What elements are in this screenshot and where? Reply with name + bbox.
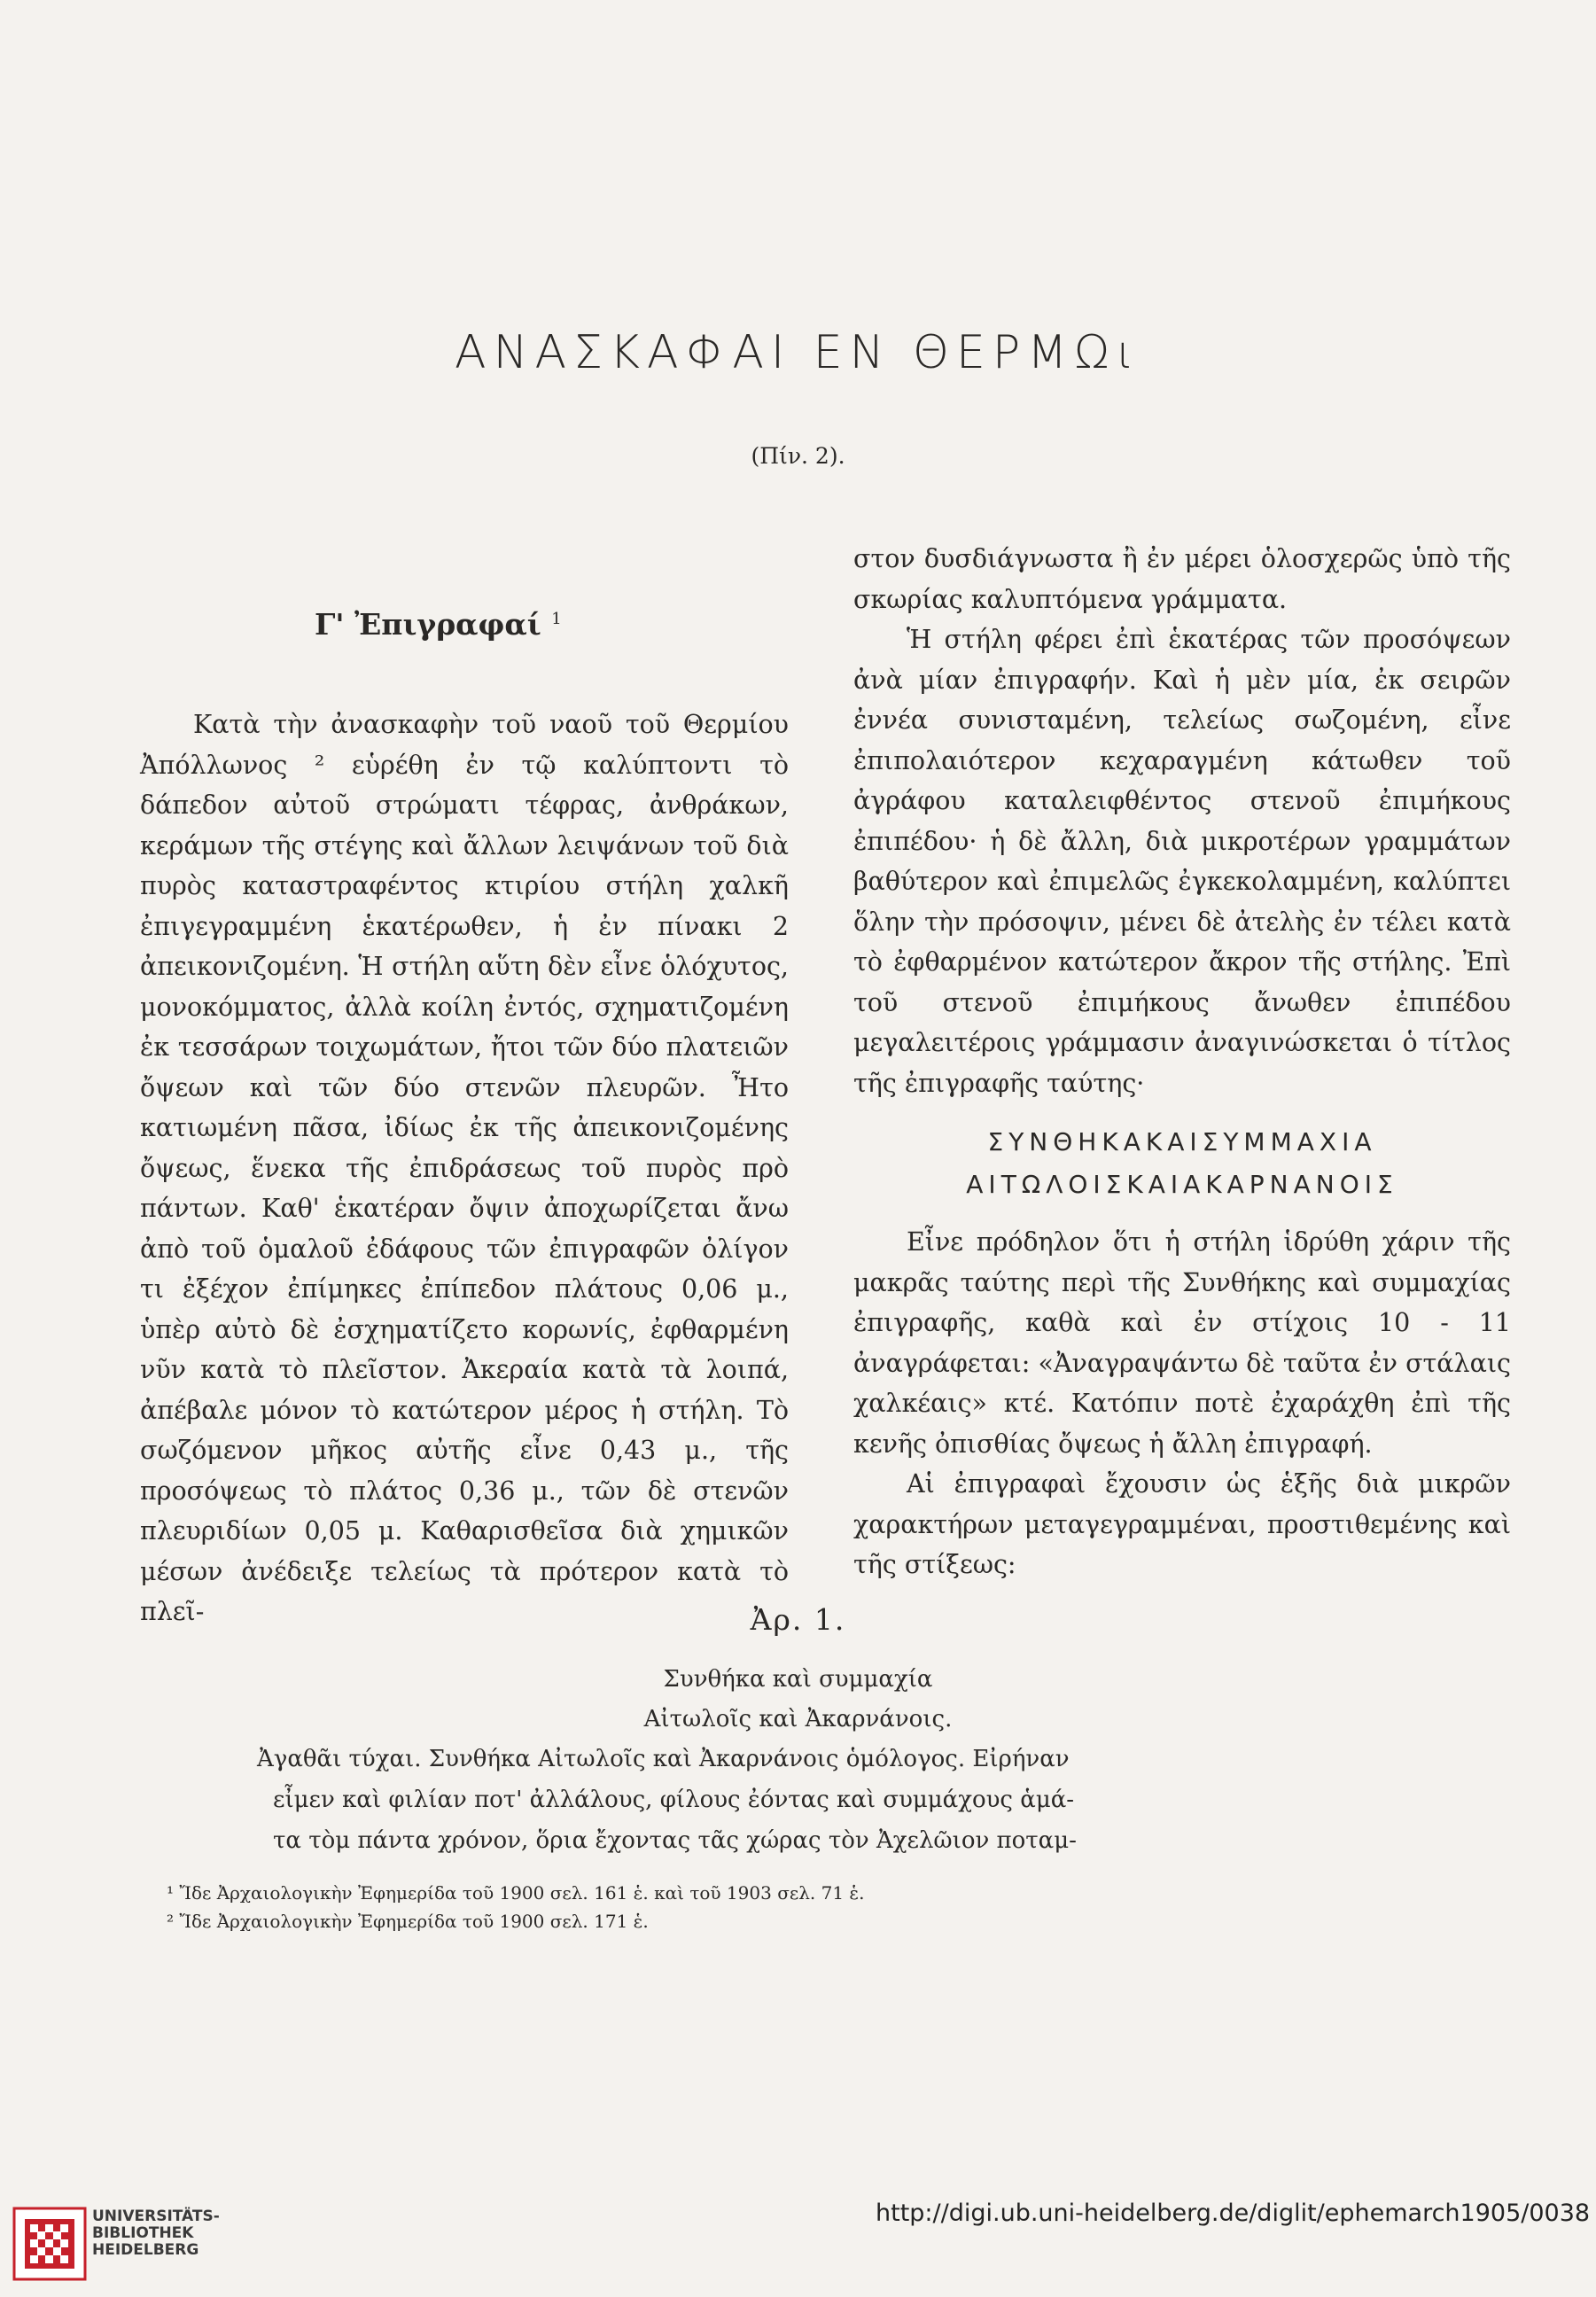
page-title: ΑΝΑΣΚΑΦΑΙ ΕΝ ΘΕΡΜΩι (455, 326, 1141, 379)
right-column (853, 539, 1511, 1585)
section-heading-text: Γ' Ἐπιγραφαί (315, 607, 541, 642)
right-paragraph: Ἡ στήλη φέρει ἐπὶ ἑκατέρας τῶν προσόψεων ἀνὰ μίαν ἐπιγραφήν. Καὶ ἡ μὲν μία, ἐκ σειρῶν ἐννέα συνισταμένη, τελείως σωζομένη, εἶνε ἐπιπολαιότερον κεχαραγμένη κάτωθεν τοῦ ἀγράφου καταλειφθέντος στενοῦ ἐπιμήκους ἐπιπέδου· ἡ δὲ ἄλλη, διὰ μικροτέρων γραμμάτων βαθύτερον καὶ ἐπιμελῶς ἐγκεκολαμμένη, καλύπτει ὅλην τὴν πρόσοψιν, μένει δὲ ἀτελὴς ἐν τέλει κατὰ τὸ ἐφθαρμένον κατώτερον ἄκρον τῆς στήλης. Ἐπὶ τοῦ στενοῦ ἐπιμήκους ἄνωθεν ἐπιπέδου μεγαλειτέροις γράμμασιν ἀναγινώσκεται ὁ τίτλος τῆς ἐπιγραφῆς ταύτης· (853, 625, 1511, 1098)
inscription-title-1: Συνθήκα καὶ συμμαχία (663, 1666, 933, 1693)
right-paragraph: Αἱ ἐπιγραφαὶ ἔχουσιν ὡς ἑξῆς διὰ μικρῶν χαρακτήρων μεταγεγραμμέναι, προστιθεμένης καὶ τῆς στίξεως: (853, 1469, 1511, 1579)
inscription-text (257, 1739, 1143, 1861)
footnote-marker: 1 (551, 610, 562, 628)
plate-reference: (Πίν. 2). (751, 443, 845, 469)
article-number: Ἀρ. 1. (750, 1602, 846, 1637)
inscription-heading (853, 1121, 1511, 1206)
source-url-link[interactable]: http://digi.ub.uni-heidelberg.de/diglit/ephemarch1905/0038 (876, 2200, 1591, 2227)
university-library-logo (11, 2205, 89, 2283)
library-name-line: UNIVERSITÄTS- (92, 2207, 220, 2225)
library-name-line: HEIDELBERG (92, 2241, 199, 2259)
inscription-line: ΣΥΝΘΗΚΑΚΑΙΣΥΜΜΑΧΙΑ (987, 1127, 1377, 1156)
inscription-text-line: εἶμεν καὶ φιλίαν ποτ' ἀλλάλους, φίλους ἐόντας καὶ συμμάχους ἁμά- (273, 1787, 1075, 1813)
inscription-text-line: Ἀγαθᾶι τύχαι. Συνθήκα Αἰτωλοῖς καὶ Ἀκαρνάνοις ὁμόλογος. Εἰρήναν (257, 1746, 1070, 1772)
library-name (92, 2208, 220, 2259)
inscription-title-2: Αἰτωλοῖς καὶ Ἀκαρνάνοις. (643, 1706, 953, 1732)
footnote: ² Ἴδε Ἀρχαιολογικὴν Ἐφημερίδα τοῦ 1900 σελ. 171 ἑ. (167, 1911, 649, 1932)
left-column (140, 705, 789, 1632)
inscription-line: ΑΙΤΩΛΟΙΣΚΑΙΑΚΑΡΝΑΝΟΙΣ (966, 1170, 1398, 1199)
section-heading (315, 607, 562, 642)
right-paragraph: στον δυσδιάγνωστα ἢ ἐν μέρει ὁλοσχερῶς ὑπὸ τῆς σκωρίας καλυπτόμενα γράμματα. (853, 544, 1511, 614)
library-name-line: BIBLIOTHEK (92, 2224, 194, 2242)
footnotes (167, 1879, 1230, 1935)
footnote: ¹ Ἴδε Ἀρχαιολογικὴν Ἐφημερίδα τοῦ 1900 σελ. 161 ἑ. καὶ τοῦ 1903 σελ. 71 ἑ. (167, 1882, 865, 1904)
left-paragraph: Κατὰ τὴν ἀνασκαφὴν τοῦ ναοῦ τοῦ Θερμίου Ἀπόλλωνος ² εὑρέθη ἐν τῷ καλύπτοντι τὸ δάπεδον αὐτοῦ στρώματι τέφρας, ἀνθράκων, κεράμων τῆς στέγης καὶ ἄλλων λειψάνων τοῦ διὰ πυρὸς καταστραφέντος κτιρίου στήλη χαλκῆ ἐπιγεγραμμένη ἑκατέρωθεν, ἡ ἐν πίνακι 2 ἀπεικονιζομένη. Ἡ στήλη αὕτη δὲν εἶνε ὁλόχυτος, μονοκόμματος, ἀλλὰ κοίλη ἐντός, σχηματιζομένη ἐκ τεσσάρων τοιχωμάτων, ἤτοι τῶν δύο πλατειῶν ὄψεων καὶ τῶν δύο στενῶν πλευρῶν. Ἦτο κατιωμένη πᾶσα, ἰδίως ἐκ τῆς ἀπεικονιζομένης ὄψεως, ἕνεκα τῆς ἐπιδράσεως τοῦ πυρὸς πρὸ πάντων. Καθ' ἑκατέραν ὄψιν ἀποχωρίζεται ἄνω ἀπὸ τοῦ ὁμαλοῦ ἐδάφους τῶν ἐπιγραφῶν ὀλίγον τι ἐξέχον ἐπίμηκες ἐπίπεδον πλάτους 0,06 μ., ὑπὲρ αὐτὸ δὲ ἐσχηματίζετο κορωνίς, ἐφθαρμένη νῦν κατὰ τὸ πλεῖστον. Ἀκεραία κατὰ τὰ λοιπά, ἀπέβαλε μόνον τὸ κατώτερον μέρος ἡ στήλη. Τὸ σωζόμενον μῆκος αὐτῆς εἶνε 0,43 μ., τῆς προσόψεως τὸ πλάτος 0,36 μ., τῶν δὲ στενῶν πλευριδίων 0,05 μ. Καθαρισθεῖσα διὰ χημικῶν μέσων ἀνέδειξε τελείως τὰ πρότερον κατὰ τὸ πλεῖ- (140, 710, 789, 1626)
right-paragraph: Εἶνε πρόδηλον ὅτι ἡ στήλη ἱδρύθη χάριν τῆς μακρᾶς ταύτης περὶ τῆς Συνθήκης καὶ συμμαχίας ἐπιγραφῆς, καθὰ καὶ ἐν στίχοις 10 - 11 ἀναγράφεται: «Ἀναγραψάντω δὲ ταῦτα ἐν στάλαις χαλκέαις» κτέ. Κατόπιν ποτὲ ἐχαράχθη ἐπὶ τῆς κενῆς ὀπισθίας ὄψεως ἡ ἄλλη ἐπιγραφή. (853, 1227, 1511, 1459)
inscription-text-line: τα τὸμ πάντα χρόνον, ὅρια ἔχοντας τᾶς χώρας τὸν Ἀχελῶιον ποταμ- (273, 1827, 1077, 1854)
